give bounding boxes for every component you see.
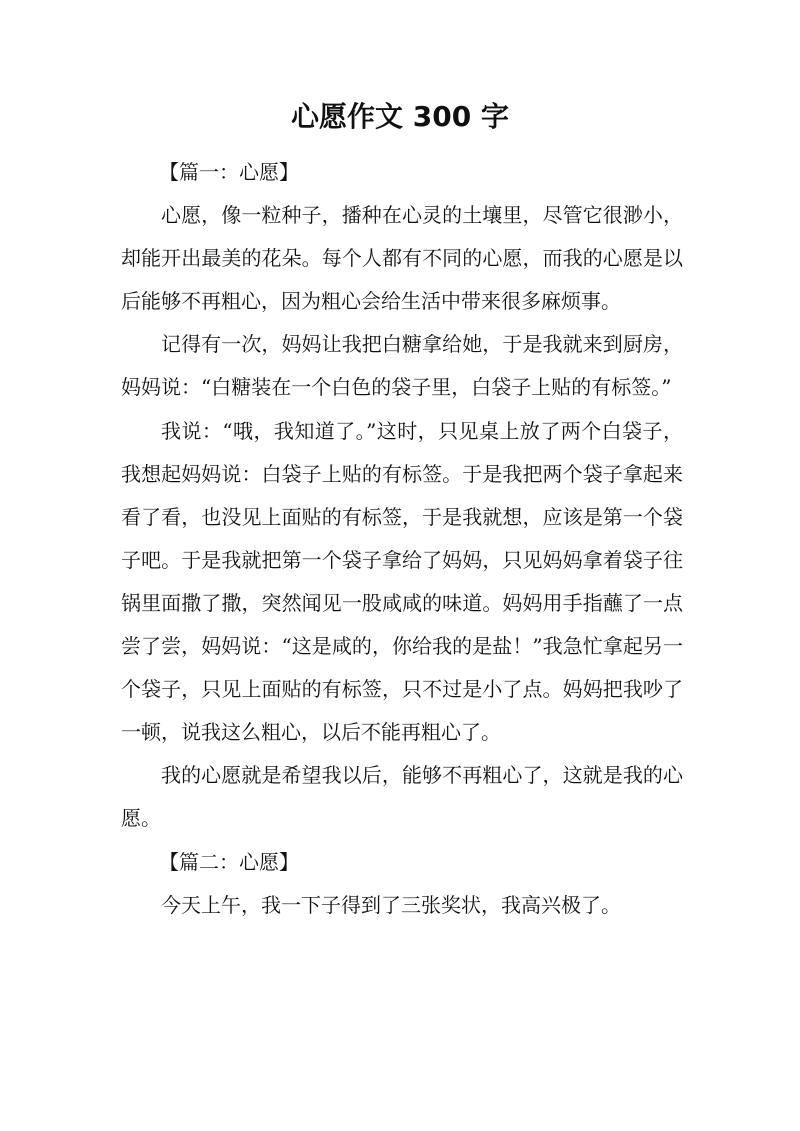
paragraph: 记得有一次，妈妈让我把白糖拿给她，于是我就来到厨房，妈妈说：“白糖装在一个白色的袋子里，白袋子上贴的有标签。” [121,332,683,400]
document-body [121,151,683,927]
section-heading-1: 【篇一：心愿】 [159,160,299,184]
paragraph: 心愿，像一粒种子，播种在心灵的土壤里，尽管它很渺小，却能开出最美的花朵。每个人都有不同的心愿，而我的心愿是以后能够不再粗心，因为粗心会给生活中带来很多麻烦事。 [121,203,683,314]
paragraph: 我的心愿就是希望我以后，能够不再粗心了，这就是我的心愿。 [121,763,683,831]
paragraph: 我说：“哦，我知道了。”这时，只见桌上放了两个白袋子，我想起妈妈说：白袋子上贴的有标签。于是我把两个袋子拿起来看了看，也没见上面贴的有标签，于是我就想，应该是第一个袋子吧。于是我就把第一个袋子拿给了妈妈，只见妈妈拿着袋子往锅里面撒了撒，突然闻见一股咸咸的味道。妈妈用手指蘸了一点尝了尝，妈妈说：“这是咸的，你给我的是盐！”我急忙拿起另一个袋子，只见上面贴的有标签，只不过是小了点。妈妈把我吵了一顿，说我这么粗心，以后不能再粗心了。 [121,418,683,745]
paragraph: 今天上午，我一下子得到了三张奖状，我高兴极了。 [161,892,621,917]
section-heading-2: 【篇二：心愿】 [159,849,299,874]
document-title: 心愿作文 300 字 [291,100,509,133]
